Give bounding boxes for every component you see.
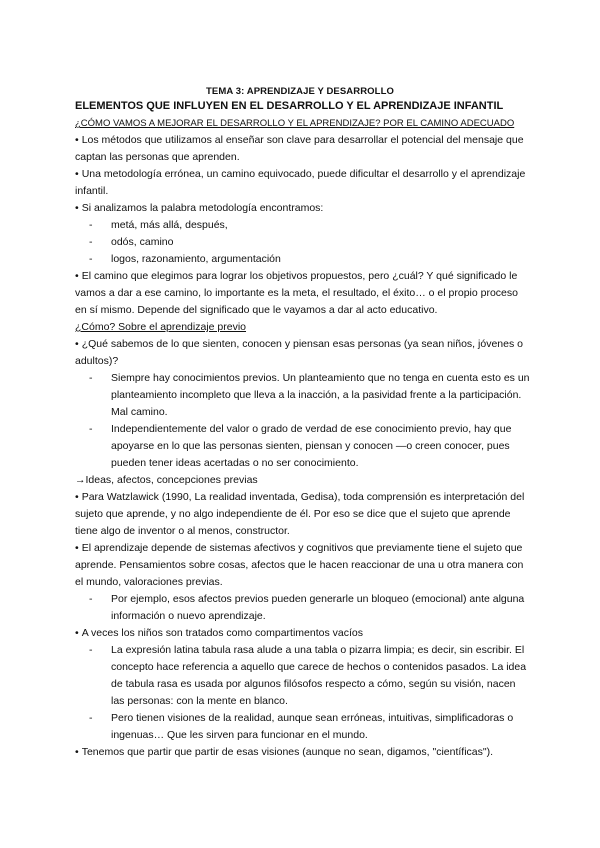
- bullet-text: Si analizamos la palabra metodología encontramos:: [81, 202, 324, 214]
- bullet-text: Tenemos que partir que partir de esas visiones (aunque no sean, digamos, "científicas").: [81, 746, 494, 758]
- section-subtitle: ¿Cómo? Sobre el aprendizaje previo: [75, 321, 247, 333]
- bullet-text: El aprendizaje depende de sistemas afectivos y cognitivos que previamente tiene el sujeto que aprende. Pensamientos sobre cosas, afectos que le hacen reaccionar de una u otra manera con el mundo, valoraciones previas.: [75, 542, 524, 588]
- bullet-paragraph-5: [75, 336, 530, 370]
- bullet-paragraph-6: [75, 489, 530, 540]
- bullet-paragraph-2: [75, 166, 530, 200]
- etymology-list: [75, 217, 530, 268]
- bullet-paragraph-3: [75, 200, 530, 217]
- bullet-text: El camino que elegimos para lograr los objetivos propuestos, pero ¿cuál? Y qué significado le vamos a dar a ese camino, lo importante es la meta, el resultado, el éxito… o el propio proceso en sí mismo. Depende del significado que le vayamos a dar al acto educativo.: [75, 270, 518, 316]
- bullet-mark: •: [75, 542, 79, 554]
- list-item: - Siempre hay conocimientos previos. Un planteamiento que no tenga en cuenta esto es un planteamiento incompleto que lleva a la inacción, a la pasividad frente a la participación. Mal camino.: [75, 370, 530, 421]
- bullet-mark: •: [75, 134, 79, 146]
- subheading: ¿CÓMO VAMOS A MEJORAR EL DESARROLLO Y EL APRENDIZAJE? POR EL CAMINO ADECUADO: [75, 118, 515, 129]
- bullet-mark: •: [75, 202, 79, 214]
- bullet-mark: •: [75, 627, 79, 639]
- bullet-mark: •: [75, 491, 79, 503]
- document-body: [75, 98, 530, 761]
- prior-knowledge-list: [75, 370, 530, 472]
- list-item: - metá, más allá, después,: [75, 217, 530, 234]
- bullet-paragraph-7: [75, 540, 530, 591]
- bullet-text: Una metodología errónea, un camino equivocado, puede dificultar el desarrollo y el aprendizaje infantil.: [75, 168, 526, 197]
- tabula-rasa-list: [75, 642, 530, 744]
- list-item: - Independientemente del valor o grado de verdad de ese conocimiento previo, hay que apoyarse en lo que las personas sienten, piensan y conocen —o creen conocer, pues pueden tener ideas acertadas o no ser conocimiento.: [75, 421, 530, 472]
- list-item: - odós, camino: [75, 234, 530, 251]
- bullet-text: A veces los niños son tratados como compartimentos vacíos: [81, 627, 363, 639]
- bullet-text: Para Watzlawick (1990, La realidad inventada, Gedisa), toda comprensión es interpretación del sujeto que aprende, y no algo independiente de él. Por eso se dice que el sujeto que aprende tiene algo de inventor o al menos, constructor.: [75, 491, 525, 537]
- arrow-line: →Ideas, afectos, concepciones previas: [75, 474, 258, 486]
- bullet-text: ¿Qué sabemos de lo que sienten, conocen y piensan esas personas (ya sean niños, jóvenes o adultos)?: [75, 338, 523, 367]
- list-item: - Por ejemplo, esos afectos previos pueden generarle un bloqueo (emocional) ante alguna información o nuevo aprendizaje.: [75, 591, 530, 625]
- bullet-mark: •: [75, 168, 79, 180]
- bullet-paragraph-4: [75, 268, 530, 319]
- section-heading: ELEMENTOS QUE INFLUYEN EN EL DESARROLLO Y EL APRENDIZAJE INFANTIL: [75, 100, 504, 112]
- bullet-paragraph-8: [75, 625, 530, 642]
- bullet-paragraph-1: [75, 132, 530, 166]
- bullet-mark: •: [75, 746, 79, 758]
- bullet-paragraph-9: [75, 744, 530, 761]
- bullet-text: Los métodos que utilizamos al enseñar son clave para desarrollar el potencial del mensaje que captan las personas que aprenden.: [75, 134, 524, 163]
- affect-list: [75, 591, 530, 625]
- list-item: - La expresión latina tabula rasa alude a una tabla o pizarra limpia; es decir, sin escribir. El concepto hace referencia a aquello que carece de hechos o contenidos pasados. La idea de tabula rasa es usada por algunos filósofos respecto a cómo, según su visión, nacen las personas: con la mente en blanco.: [75, 642, 530, 710]
- list-item: - Pero tienen visiones de la realidad, aunque sean erróneas, intuitivas, simplificadoras o ingenuas… Que les sirven para funcionar en el mundo.: [75, 710, 530, 744]
- page-title: TEMA 3: APRENDIZAJE Y DESARROLLO: [206, 86, 394, 97]
- list-item: - logos, razonamiento, argumentación: [75, 251, 530, 268]
- bullet-mark: •: [75, 338, 79, 350]
- bullet-mark: •: [75, 270, 79, 282]
